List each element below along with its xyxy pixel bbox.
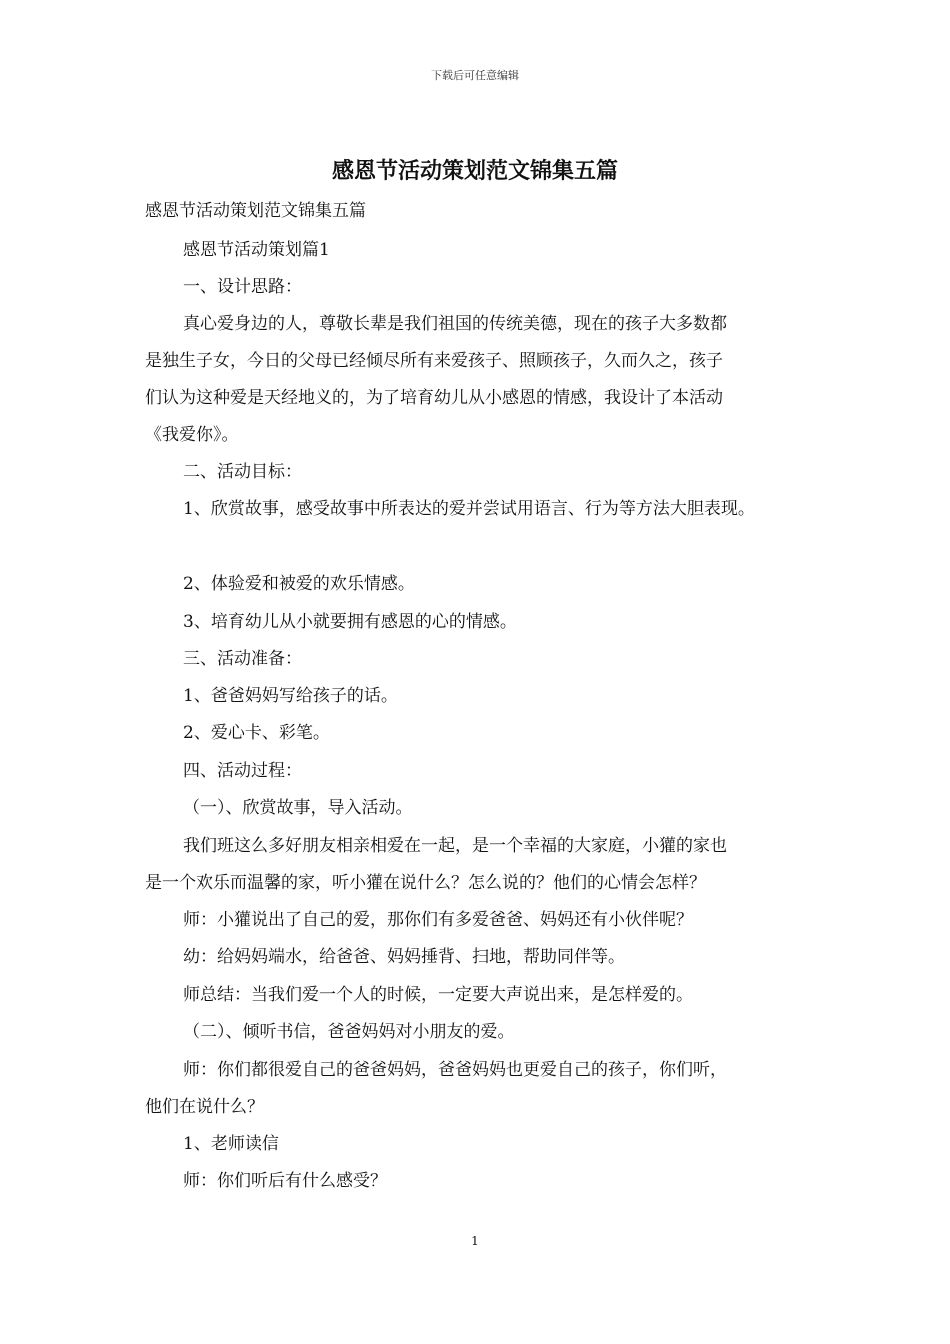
- read-letter-item: 1、老师读信: [183, 1134, 279, 1154]
- part1-heading: 感恩节活动策划篇1: [183, 240, 330, 260]
- child-line: 幼：给妈妈端水，给爸爸、妈妈捶背、扫地，帮助同伴等。: [183, 947, 625, 967]
- section2-heading: 二、活动目标：: [183, 462, 302, 482]
- design-para-line3: 们认为这种爱是天经地义的，为了培育幼儿从小感恩的情感，我设计了本活动: [145, 388, 723, 408]
- section4-heading: 四、活动过程：: [183, 761, 302, 781]
- goal-item-1: 1、欣赏故事，感受故事中所表达的爱并尝试用语言、行为等方法大胆表现。: [183, 499, 755, 519]
- page-number: 1: [471, 1234, 479, 1248]
- step1-heading: （一）、欣赏故事，导入活动。: [183, 798, 413, 818]
- teacher-question: 师：你们听后有什么感受？: [183, 1171, 387, 1191]
- story-para-line1: 我们班这么多好朋友相亲相爱在一起，是一个幸福的大家庭，小獾的家也: [183, 836, 727, 856]
- teacher-summary: 师总结：当我们爱一个人的时候，一定要大声说出来，是怎样爱的。: [183, 985, 693, 1005]
- design-para-line2: 是独生子女，今日的父母已经倾尽所有来爱孩子、照顾孩子，久而久之，孩子: [145, 351, 723, 371]
- letter-para-line2: 他们在说什么？: [145, 1097, 264, 1117]
- goal-item-2: 2、体验爱和被爱的欢乐情感。: [183, 574, 415, 594]
- design-para-line1: 真心爱身边的人，尊敬长辈是我们祖国的传统美德，现在的孩子大多数都: [183, 314, 727, 334]
- section3-heading: 三、活动准备：: [183, 649, 302, 669]
- teacher-line: 师：小獾说出了自己的爱，那你们有多爱爸爸、妈妈还有小伙伴呢？: [183, 910, 693, 930]
- section1-heading: 一、设计思路：: [183, 277, 302, 297]
- page-header: 下载后可任意编辑: [431, 69, 519, 82]
- subtitle: 感恩节活动策划范文锦集五篇: [145, 201, 366, 221]
- step2-heading: （二）、倾听书信，爸爸妈妈对小朋友的爱。: [183, 1022, 515, 1042]
- prep-item-1: 1、爸爸妈妈写给孩子的话。: [183, 686, 398, 706]
- document-title: 感恩节活动策划范文锦集五篇: [331, 159, 618, 184]
- story-para-line2: 是一个欢乐而温馨的家，听小獾在说什么？怎么说的？他们的心情会怎样？: [145, 873, 706, 893]
- design-para-line4: 《我爱你》。: [145, 425, 239, 445]
- prep-item-2: 2、爱心卡、彩笔。: [183, 723, 330, 743]
- letter-para-line1: 师：你们都很爱自己的爸爸妈妈，爸爸妈妈也更爱自己的孩子，你们听，: [183, 1060, 727, 1080]
- goal-item-3: 3、培育幼儿从小就要拥有感恩的心的情感。: [183, 612, 517, 632]
